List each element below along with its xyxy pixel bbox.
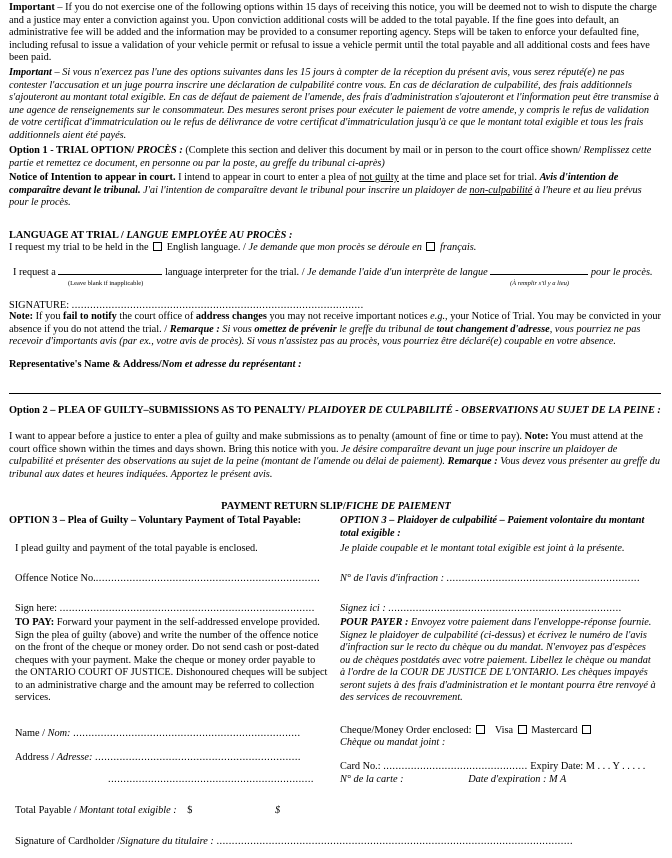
option2-title: Option 2 – PLEA OF GUILTY–SUBMISSIONS AS TO PENALTY/ PLAIDOYER DE CULPABILITÉ - OBSERVATIONS AU SUJET DE LA PEINE : [9,405,661,416]
name-field[interactable]: Name / Nom: .......................................................................... [15,728,301,739]
notice-intention: Notice of Intention to appear in court. I intend to appear in court to enter a plea of not guilty at the time and place set for trial. Avis d'intention de comparaître devant le tribunal. J'ai l'intention de comparaître devant le tribunal pour inscrire un plaidoyer de non-culpabilité à l'heure et au lieu prévus pour le procès. [9,172,642,209]
signature-line[interactable]: SIGNATURE: ............................................................................................... [9,300,364,311]
payment-slip-heading: PAYMENT RETURN SLIP/FICHE DE PAIEMENT [221,501,451,512]
important-french [9,67,661,142]
plead-guilty-en: I plead guilty and payment of the total payable is enclosed. [15,543,258,554]
mastercard-checkbox[interactable] [582,725,591,734]
leave-blank-note: (Leave blank if inapplicable) [68,280,144,287]
visa-checkbox[interactable] [518,725,527,734]
important-text: – If you do not exercise one of the following options within 15 days of receiving this notice, you will be deemed not to wish to dispute the charge and a justice may enter a conviction against you. Upon conviction additional costs will be added to the total payable. If the fine goes into default, an administrative fee will be added and the information may be provided to a consumer reporting agency. Steps will be taken to enforce your defaulted fine, including refusal to issue a validation of your vehicle permit or refusal to issue a vehicle permit until the total payable and all additional costs and fees have been paid. [9,2,657,64]
option2-text: I want to appear before a justice to enter a plea of guilty and make submissions as to penalty (amount of fine or time to pay). Note: You must attend at the court office shown within the times and days shown. Bring this notice with you. Je désire comparaître devant un juge pour inscrire un plaidoyer de culpabilité et présenter des observations au sujet de la peine (montant de l'amende ou délai de paiement). Remarque : Vous devez vous présenter au greffe du tribunal aux dates et heures indiquées. Apportez le présent avis. [9,431,660,480]
interpreter-language-field-fr[interactable] [490,274,588,275]
important-label-fr: Important [9,67,52,78]
address-field[interactable]: Address / Adresse: ................................................................... [15,752,301,763]
payment-method: Cheque/Money Order enclosed: Visa Mastercard [340,725,660,738]
cheque-label-fr: Chèque ou mandat joint : [340,737,446,748]
language-line: I request my trial to be held in the English language. / Je demande que mon procès se déroule en français. [9,242,477,253]
leave-blank-note-fr: (À remplir s'il y a lieu) [510,280,570,287]
option1-section: Option 1 - TRIAL OPTION/ PROCÈS : (Complete this section and deliver this document by mail or in person to the court office shown/ Remplissez cette partie et remettez ce document, en personne ou par la poste, au greffe du tribunal ci-après) [9,145,652,169]
cheque-checkbox[interactable] [476,725,485,734]
to-pay-instructions: TO PAY: Forward your payment in the self-addressed envelope provided. Sign the plea of guilty (above) and write the number of the offence notice on the front of the cheque or money order. Do not send cash or post-dated cheques with your payment. Make the cheque or money order payable to the ONTARIO COURT OF JUSTICE. Dishonoured cheques will be subject to an administrative charge and the amount may be referred to collection services. [15,617,328,704]
expiry-date-field[interactable]: Expiry Date: M . . . Y . . . . . [530,761,646,772]
language-heading: LANGUAGE AT TRIAL / LANGUE EMPLOYÉE AU PROCÈS : [9,230,293,241]
representative-field-line[interactable] [9,393,661,394]
english-checkbox[interactable] [153,242,162,251]
address-field-line2[interactable]: ................................................................... [108,774,314,785]
french-checkbox[interactable] [426,242,435,251]
card-number-fr: N° de la carte : Date d'expiration : M A [340,774,567,785]
option1-title: Option 1 - TRIAL OPTION/ [9,145,135,156]
option3-title-en: OPTION 3 – Plea of Guilty – Voluntary Payment of Total Payable: [9,515,302,526]
interpreter-language-field[interactable] [58,274,162,275]
cardholder-signature-field[interactable]: Signature of Cardholder /Signature du titulaire : .................................................................................................................... [15,836,574,847]
important-text-fr: – Si vous n'exercez pas l'une des options suivantes dans les 15 jours à compter de la réception du présent avis, vous serez réputé(e) ne pas contester l'accusation et un juge pourra inscrire une déclaration de culpabilité contre vous. En cas de déclaration de culpabilité, des frais additionnels s'ajouteront au montant total exigible. En cas de défaut de paiement de l'amende, des frais d'administration s'ajouteront et l'information peut être transmise à une agence de renseignements sur le consommateur. Des mesures seront prises pour exécuter le paiement de votre amende, y compris le refus de validation de votre certificat d'immatriculation ou le refus de délivrance de votre certificat d'immatriculation jusqu'à ce que le montant total exigible et tous les frais additionnels aient été payés. [9,67,659,141]
sign-here-field-fr[interactable]: Signez ici : ............................................................................ [340,603,622,614]
total-payable: Total Payable / Montant total exigible : $ $ [15,805,281,816]
total-dollar-1: $ [187,805,193,816]
plead-guilty-fr: Je plaide coupable et le montant total exigible est joint à la présente. [340,543,625,554]
interpreter-line: I request a language interpreter for the trial. / Je demande l'aide d'un interprète de langue pour le procès. [13,267,653,278]
important-label: Important [9,2,55,13]
offence-notice-field-fr[interactable]: N° de l'avis d'infraction : ............................................................... [340,573,641,584]
option3-title-fr: OPTION 3 – Plaidoyer de culpabilité – Paiement volontaire du montant total exigible : [340,515,645,539]
important-english [9,2,661,65]
pour-payer-instructions: POUR PAYER : Envoyez votre paiement dans l'enveloppe-réponse fournie. Signez le plaidoyer de culpabilité (ci-dessus) et écrivez le numéro de l'avis d'infraction sur le recto du chèque ou du mandat. N'envoyez pas d'espèces ou de chèques postdatés avec votre paiement. Libellez le chèque ou mandat à l'ordre de la COUR DE JUSTICE DE L'ONTARIO. Les chèques impayés seront sujets à des frais d'administration et le montant pourra être renvoyé à des services de recouvrement. [340,617,656,704]
signature-note: Note: If you fail to notify the court office of address changes you may not receive important notices e.g., your Notice of Trial. You may be convicted in your absence if you do not attend the trial. / Remarque : Si vous omettez de prévenir le greffe du tribunal de tout changement d'adresse, vous pourriez ne pas recevoir d'importants avis (par ex., votre avis de procès). Si vous n'assistez pas au procès, vous pourriez être déclaré(e) coupable en votre absence. [9,311,661,348]
representative-label: Representative's Name & Address/Nom et adresse du représentant : [9,359,302,370]
card-number-field[interactable]: Card No.: ............................................... Expiry Date: M . . . Y . . . . . [340,761,646,772]
total-dollar-2: $ [275,805,281,816]
sign-here-field[interactable]: Sign here: ................................................................................... [15,603,315,614]
offence-notice-field[interactable]: Offence Notice No.......................................................................... [15,573,321,584]
